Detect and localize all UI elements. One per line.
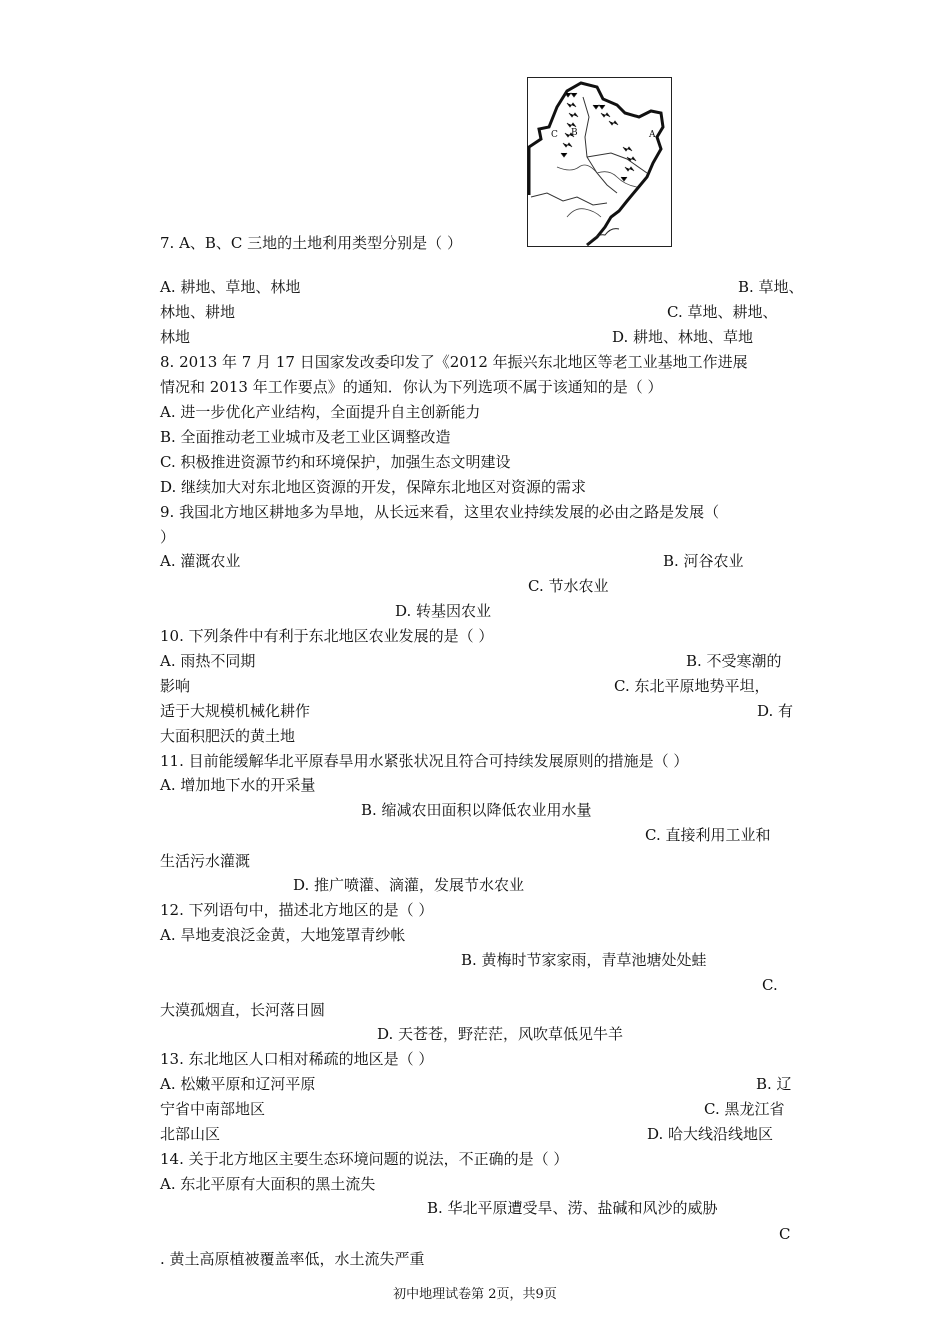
q10-option-a: A. 雨热不同期 (160, 652, 256, 670)
q13-stem: 13. 东北地区人口相对稀疏的地区是（ ） (160, 1050, 434, 1068)
map-label-b: B (571, 128, 578, 138)
q10-option-c: C. 东北平原地势平坦， (614, 677, 770, 695)
map-label-c: C (551, 130, 558, 140)
q14-option-b: B. 华北平原遭受旱、涝、盐碱和风沙的威胁 (427, 1199, 718, 1217)
q8-stem: 8. 2013 年 7 月 17 日国家发改委印发了《2012 年振兴东北地区等老工业基地工作进展 (160, 353, 748, 371)
q10-option-d-cont: 大面积肥沃的黄土地 (160, 727, 296, 745)
q14-stem: 14. 关于北方地区主要生态环境问题的说法，不正确的是（ ） (160, 1150, 569, 1168)
q9-option-c: C. 节水农业 (528, 577, 609, 595)
q9-option-a: A. 灌溉农业 (160, 552, 241, 570)
q11-option-c-cont: 生活污水灌溉 (160, 852, 251, 870)
q10-option-b-cont: 影响 (160, 677, 191, 695)
q7-option-b: B. 草地、 (738, 278, 804, 296)
q9-stem-cont: ） (160, 528, 176, 546)
q7-option-d: D. 耕地、林地、草地 (612, 328, 754, 346)
q11-stem: 11. 目前能缓解华北平原春旱用水紧张状况且符合可持续发展原则的措施是（ ） (160, 752, 689, 770)
q9-stem: 9. 我国北方地区耕地多为旱地，从长远来看，这里农业持续发展的必由之路是发展（ (160, 503, 720, 521)
q13-option-c: C. 黑龙江省 (704, 1100, 785, 1118)
q7-stem: 7. A、B、C 三地的土地利用类型分别是（ ） (160, 234, 462, 252)
q9-option-b: B. 河谷农业 (663, 552, 744, 570)
q11-option-b: B. 缩减农田面积以降低农业用水量 (361, 801, 592, 819)
q7-option-b-cont: 林地、耕地 (160, 303, 236, 321)
q9-option-d: D. 转基因农业 (395, 602, 492, 620)
q13-option-d: D. 哈大线沿线地区 (647, 1125, 774, 1143)
q14-option-a: A. 东北平原有大面积的黑土流失 (160, 1175, 376, 1193)
q7-option-c: C. 草地、耕地、 (667, 303, 778, 321)
q14-option-c-cont: . 黄土高原植被覆盖率低，水土流失严重 (160, 1250, 425, 1268)
q11-option-a: A. 增加地下水的开采量 (160, 776, 316, 794)
page-footer: 初中地理试卷第 2页，共9页 (393, 1287, 557, 1302)
northeast-map-figure (527, 77, 672, 247)
q10-option-b: B. 不受寒潮的 (686, 652, 782, 670)
q13-option-a: A. 松嫩平原和辽河平原 (160, 1075, 316, 1093)
q13-option-b-cont: 宁省中南部地区 (160, 1100, 266, 1118)
q8-option-c: C. 积极推进资源节约和环境保护，加强生态文明建设 (160, 453, 511, 471)
q11-option-d: D. 推广喷灌、滴灌，发展节水农业 (293, 876, 525, 894)
q13-option-c-cont: 北部山区 (160, 1125, 221, 1143)
q11-option-c: C. 直接利用工业和 (645, 826, 771, 844)
q12-option-a: A. 旱地麦浪泛金黄，大地笼罩青纱帐 (160, 926, 406, 944)
q7-option-a: A. 耕地、草地、林地 (160, 278, 301, 296)
q10-option-d: D. 有 (757, 702, 794, 720)
q12-option-c: C. (762, 976, 778, 994)
northeast-map (527, 77, 672, 247)
q10-option-c-cont: 适于大规模机械化耕作 (160, 702, 311, 720)
q12-option-c-cont: 大漠孤烟直，长河落日圆 (160, 1001, 326, 1019)
q10-stem: 10. 下列条件中有利于东北地区农业发展的是（ ） (160, 627, 494, 645)
q8-option-d: D. 继续加大对东北地区资源的开发，保障东北地区对资源的需求 (160, 478, 587, 496)
q14-option-c: C (779, 1225, 791, 1243)
q13-option-b: B. 辽 (756, 1075, 792, 1093)
q8-option-b: B. 全面推动老工业城市及老工业区调整改造 (160, 428, 451, 446)
q8-stem-cont: 情况和 2013 年工作要点》的通知．你认为下列选项不属于该通知的是（ ） (160, 378, 663, 396)
map-label-a: A (649, 130, 656, 140)
q12-stem: 12. 下列语句中，描述北方地区的是（ ） (160, 901, 434, 919)
q7-option-c-cont: 林地 (160, 328, 191, 346)
q8-option-a: A. 进一步优化产业结构，全面提升自主创新能力 (160, 403, 481, 421)
q12-option-b: B. 黄梅时节家家雨，青草池塘处处蛙 (461, 951, 707, 969)
q12-option-d: D. 天苍苍，野茫茫，风吹草低见牛羊 (377, 1025, 624, 1043)
